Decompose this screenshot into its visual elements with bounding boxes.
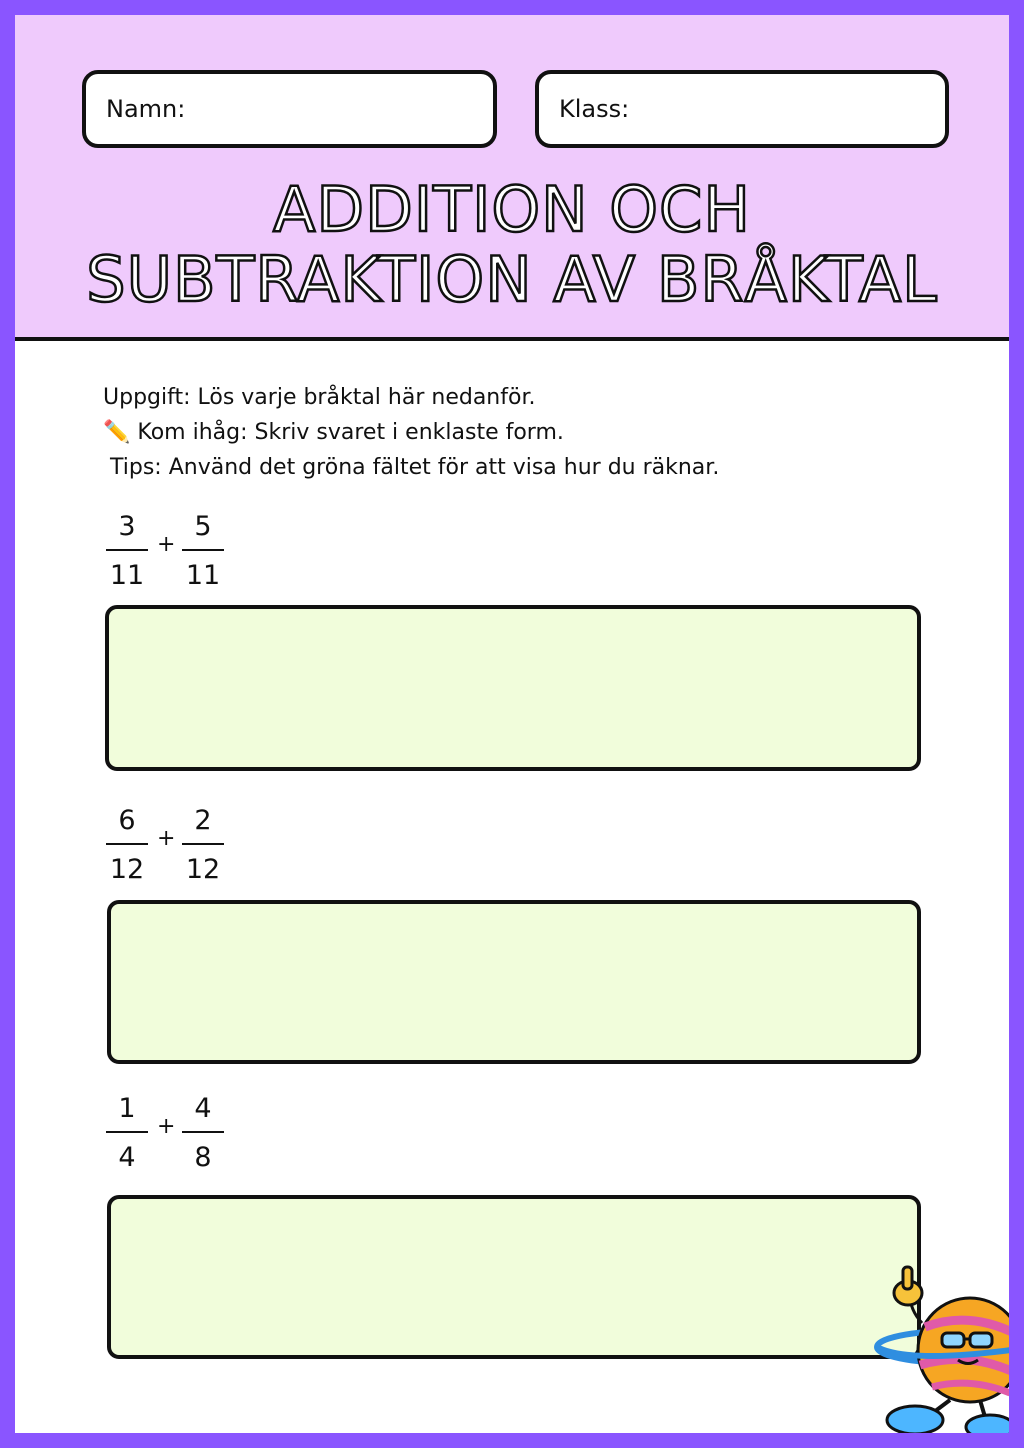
numerator: 2 <box>194 805 212 836</box>
fraction-1b <box>183 508 223 595</box>
instruction-tip: Tips: Använd det gröna fältet för att visa hur du räknar. <box>103 455 720 480</box>
fraction-bar <box>106 843 148 845</box>
numerator: 5 <box>194 511 212 542</box>
fraction-2b <box>183 802 223 889</box>
denominator: 12 <box>109 854 145 885</box>
fraction-bar <box>182 549 224 551</box>
denominator: 11 <box>185 560 221 591</box>
operator: + <box>157 532 176 557</box>
name-field[interactable] <box>82 70 497 148</box>
problem-3 <box>107 1090 237 1173</box>
name-label: Namn: <box>106 95 186 123</box>
numerator: 4 <box>194 1093 212 1124</box>
instruction-reminder: ✏️ Kom ihåg: Skriv svaret i enklaste form. <box>103 420 564 445</box>
fraction-2a <box>107 802 147 889</box>
numerator: 3 <box>118 511 136 542</box>
numerator: 1 <box>118 1093 136 1124</box>
planet-mascot-icon <box>870 1265 1020 1440</box>
numerator: 6 <box>118 805 136 836</box>
fraction-bar <box>106 549 148 551</box>
title-line-2: SUBTRAKTION AV BRÅKTAL <box>86 243 938 316</box>
denominator: 4 <box>118 1142 136 1173</box>
denominator: 11 <box>109 560 145 591</box>
answer-box-1[interactable] <box>105 605 921 771</box>
title-line-1: ADDITION OCH <box>273 173 751 246</box>
fraction-bar <box>182 843 224 845</box>
fraction-bar <box>106 1131 148 1133</box>
fraction-1a <box>107 508 147 595</box>
class-field[interactable] <box>535 70 949 148</box>
instructions <box>103 380 719 485</box>
fraction-3a <box>107 1090 147 1177</box>
fraction-3b <box>183 1090 223 1177</box>
operator: + <box>157 826 176 851</box>
denominator: 8 <box>194 1142 212 1173</box>
answer-box-2[interactable] <box>107 900 921 1064</box>
denominator: 12 <box>185 854 221 885</box>
problem-1 <box>107 508 237 591</box>
answer-box-3[interactable] <box>107 1195 921 1359</box>
page-title <box>0 175 1024 315</box>
fraction-bar <box>182 1131 224 1133</box>
instruction-task: Uppgift: Lös varje bråktal här nedanför. <box>103 385 536 410</box>
operator: + <box>157 1114 176 1139</box>
problem-2 <box>107 802 237 885</box>
class-label: Klass: <box>559 95 630 123</box>
